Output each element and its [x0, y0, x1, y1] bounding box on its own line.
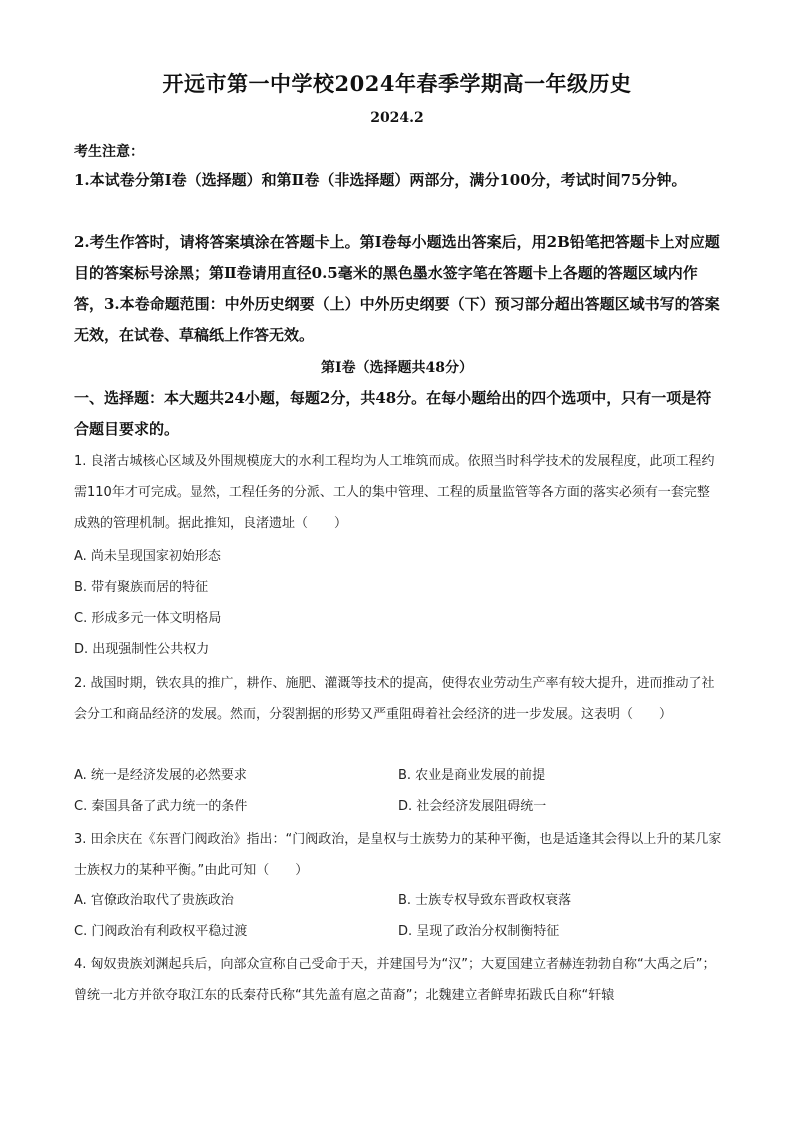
exam-date: 2024.2 [370, 110, 424, 126]
notice-item-2: 2.考生作答时，请将答案填涂在答题卡上。第Ⅰ卷每小题选出答案后，用2B铅笔把答题卡上对应题目的答案标号涂黑；第Ⅱ卷请用直径0.5毫米的黑色墨水签字笔在答题卡上各题的答题区域内作答，3.本卷命题范围：中外历史纲要（上）中外历史纲要（下）预习部分超出答题区域书写的答案无效，在试卷、草稿纸上作答无效。 [74, 233, 720, 344]
section-instructions: 一、选择题：本大题共24小题，每题2分，共48分。在每小题给出的四个选项中，只有一项是符合题目要求的。 [74, 389, 712, 438]
section-title: 第Ⅰ卷（选择题共48分） [320, 360, 474, 376]
question-1-option-c: C. 形成多元一体文明格局 [74, 611, 222, 626]
question-3-option-d: D. 呈现了政治分权制衡特征 [398, 924, 560, 939]
question-1-option-a: A. 尚未呈现国家初始形态 [74, 549, 221, 564]
exam-title: 开远市第一中学校2024年春季学期高一年级历史 [162, 71, 632, 96]
question-1-option-d: D. 出现强制性公共权力 [74, 642, 210, 657]
question-3-option-c: C. 门阀政治有利政权平稳过渡 [74, 924, 248, 939]
question-2-option-c: C. 秦国具备了武力统一的条件 [74, 799, 248, 814]
question-1-option-b: B. 带有聚族而居的特征 [74, 580, 209, 595]
question-3-stem: 3. 田余庆在《东晋门阀政治》指出：“门阀政治，是皇权与士族势力的某种平衡，也是适逢其会得以上升的某几家士族权力的某种平衡。”由此可知（ ） [74, 832, 722, 878]
question-2-option-a: A. 统一是经济发展的必然要求 [74, 768, 247, 783]
question-2-stem: 2. 战国时期，铁农具的推广，耕作、施肥、灌溉等技术的提高，使得农业劳动生产率有较大提升，进而推动了社会分工和商品经济的发展。然而，分裂割据的形势又严重阻碍着社会经济的进一步发展。这表明（ ） [74, 676, 715, 722]
question-4-stem: 4. 匈奴贵族刘渊起兵后，向部众宣称自己受命于天，并建国号为“汉”；大夏国建立者赫连勃勃自称“大禹之后”；曾统一北方并欲夺取江东的氐秦苻氏称“其先盖有扈之苗裔”；北魏建立者鲜卑拓跋氏自称“轩辕 [74, 957, 716, 1003]
question-3-option-b: B. 士族专权导致东晋政权衰落 [398, 893, 572, 908]
question-2-option-d: D. 社会经济发展阻碍统一 [398, 799, 547, 814]
question-3-option-a: A. 官僚政治取代了贵族政治 [74, 893, 234, 908]
notice-heading: 考生注意： [74, 144, 144, 160]
notice-item-1: 1.本试卷分第Ⅰ卷（选择题）和第Ⅱ卷（非选择题）两部分，满分100分，考试时间75分钟。 [74, 171, 687, 189]
question-2-option-b: B. 农业是商业发展的前提 [398, 768, 546, 783]
question-1-stem: 1. 良渚古城核心区域及外围规模庞大的水利工程均为人工堆筑而成。依照当时科学技术的发展程度，此项工程约需110年才可完成。显然，工程任务的分派、工人的集中管理、工程的质量监管等各方面的落实必须有一套完整成熟的管理机制。据此推知，良渚遗址（ ） [74, 454, 715, 531]
